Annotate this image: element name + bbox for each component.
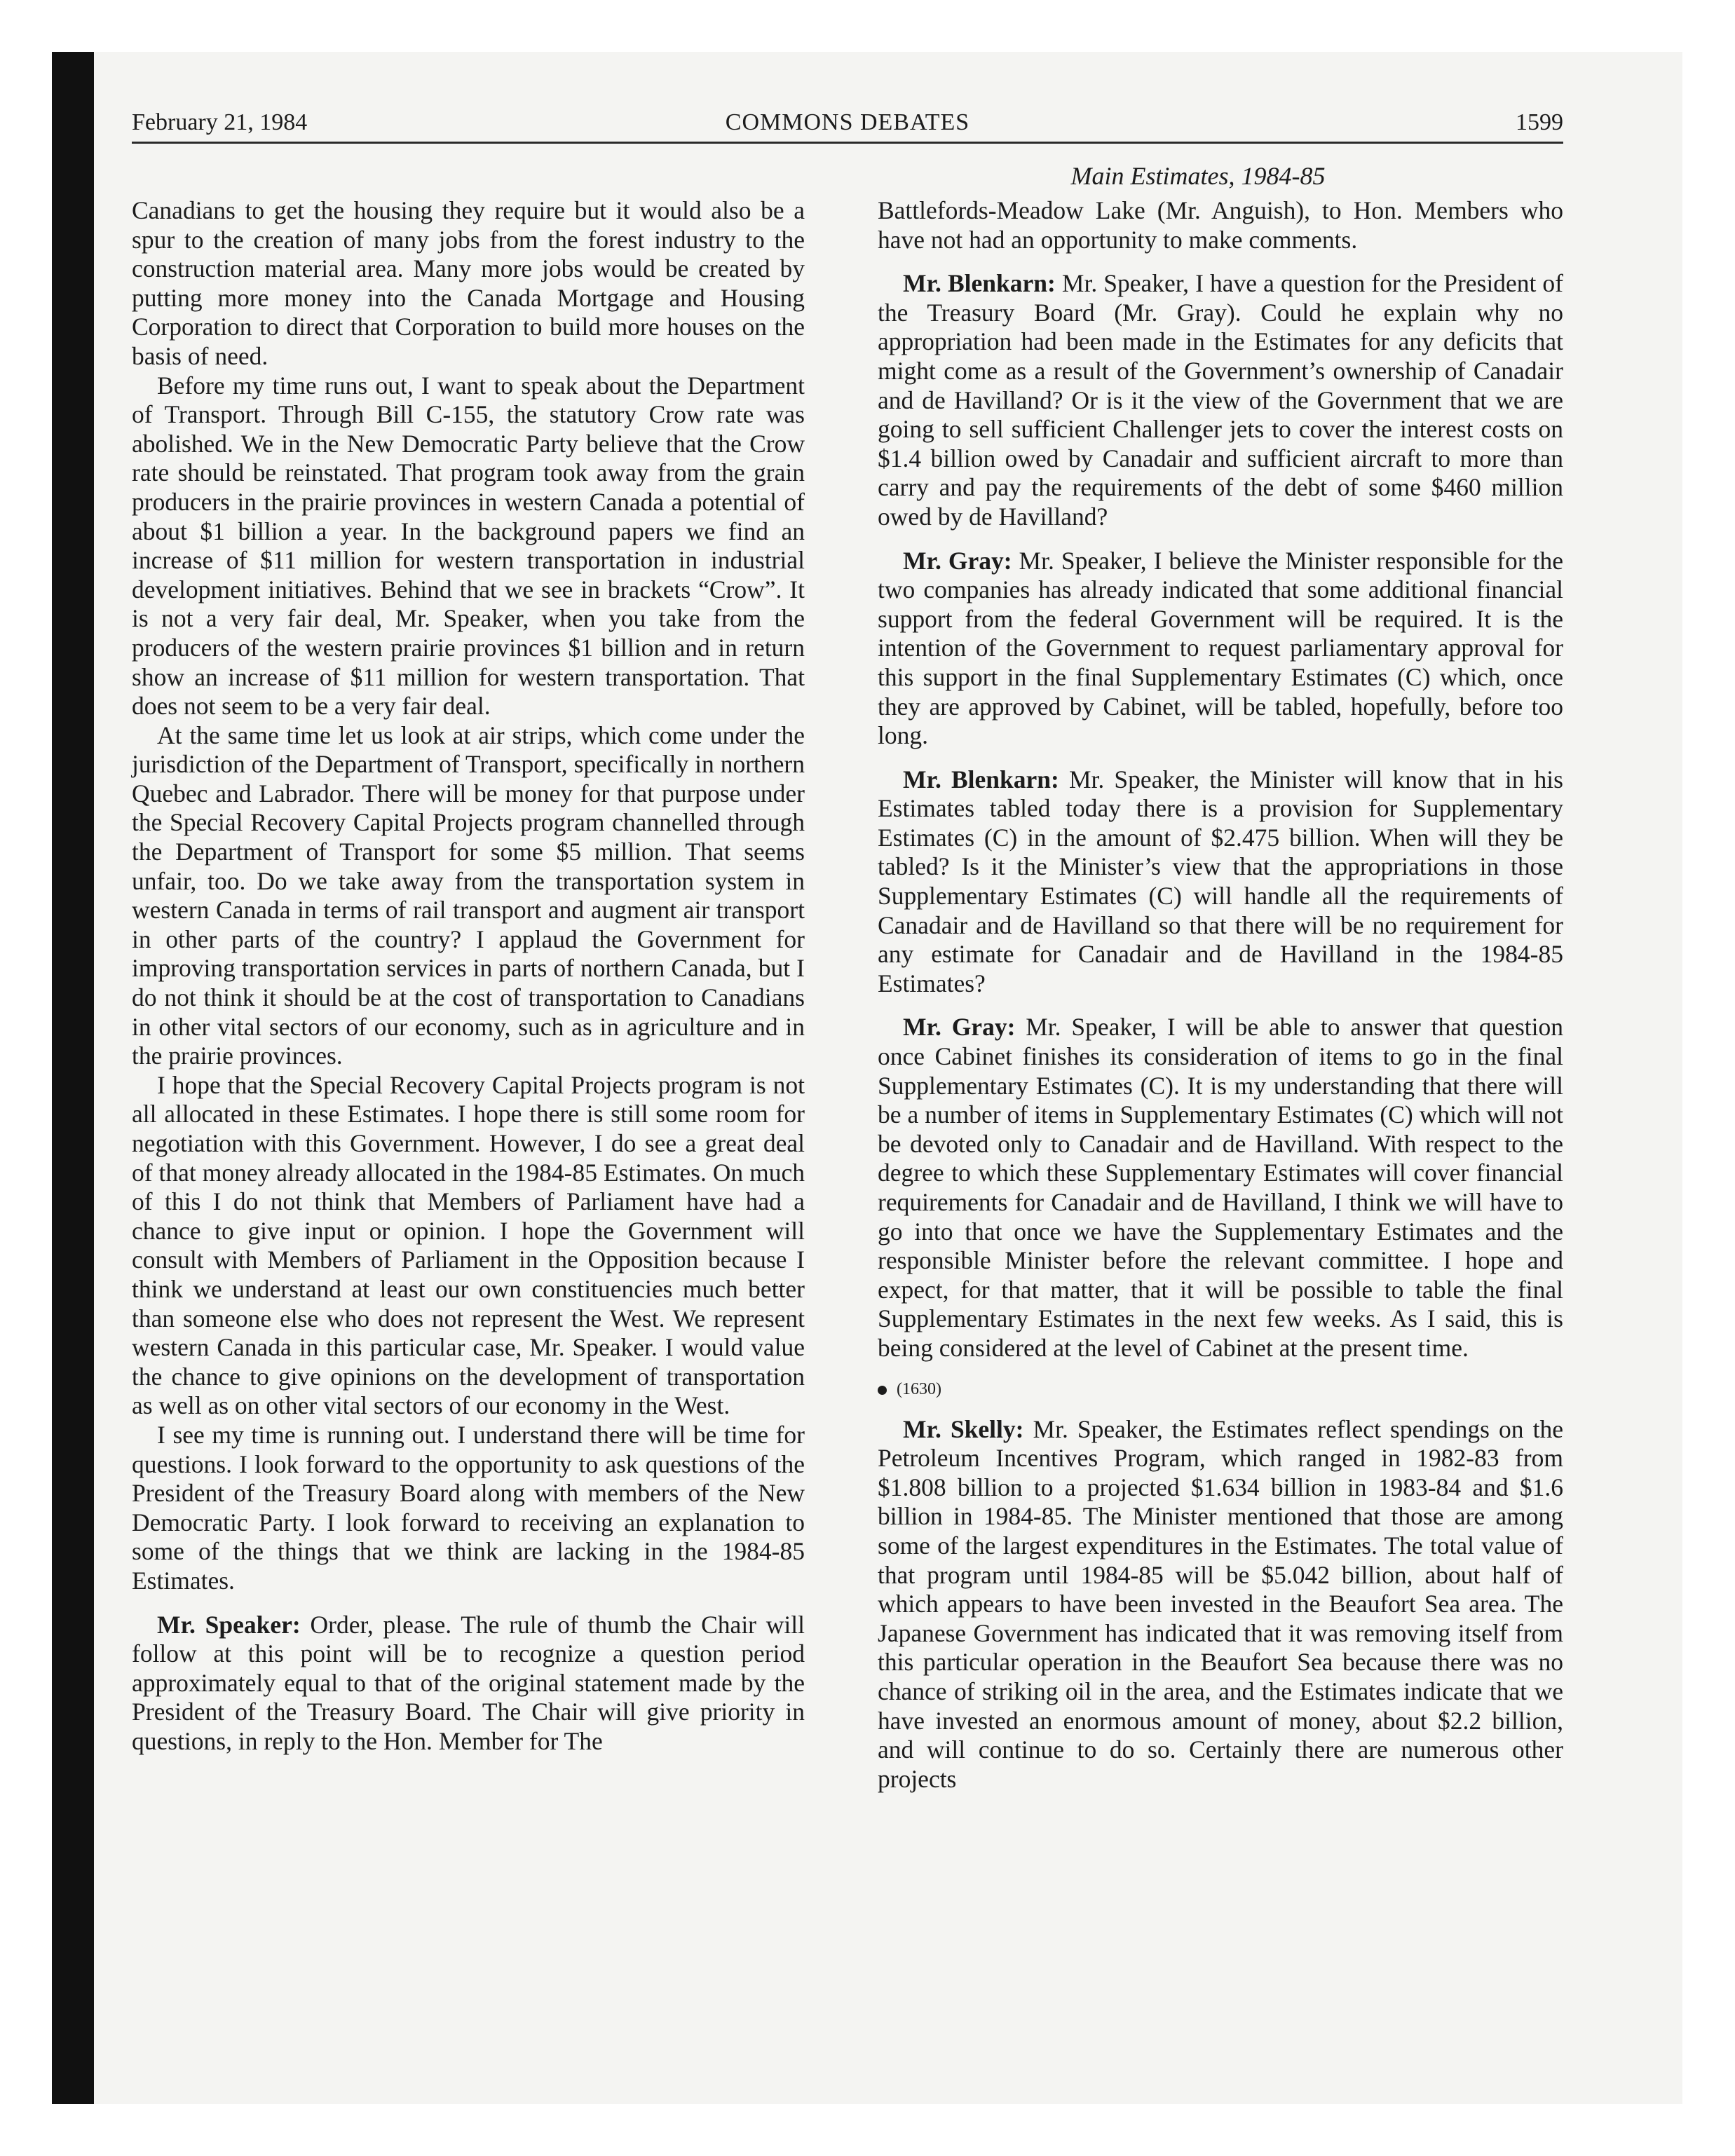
header-date: February 21, 1984	[132, 109, 308, 135]
page-number: 1599	[1516, 109, 1563, 135]
speech-text: Mr. Speaker, I have a question for the President of the Treasury Board (Mr. Gray). Could he explain why no appropriation had been made in the Estimates for any deficits that might come as a result of the Government’s ownership of Canadair and de Havilland? Or is it the view of the Government that we are going to sell sufficient Challenger jets to cover the interest costs on $1.4 billion owed by Canadair and sufficient aircraft to more than carry and pay the requirements of the debt of some $460 million owed by de Havilland?	[878, 269, 1563, 531]
speaker-name: Mr. Speaker:	[157, 1610, 301, 1639]
speech-text: Mr. Speaker, I believe the Minister responsible for the two companies has already indicated that some additional financial support from the federal Government will be required. It is the intention of the Government to request parliamentary approval for this support in the final Supplementary Estimates (C) which, once they are approved by Cabinet, will be tabled, hopefully, before too long.	[878, 546, 1563, 750]
bullet-icon	[878, 1386, 887, 1395]
paragraph: Before my time runs out, I want to speak about the Department of Transport. Through Bill C-155, the statutory Crow rate was abolished. We in the New Democratic Party believe that the Crow rate should be reinstated. That program took away from the grain producers in the prairie provinces in western Canada a potential of about $1 billion a year. In the background papers we find an increase of $11 million for western transportation in industrial development initiatives. Behind that we see in brackets “Crow”. It is not a very fair deal, Mr. Speaker, when you take from the producers of the western prairie provinces $1 billion and in return show an increase of $11 million for western transportation. That does not seem to be a very fair deal.	[132, 371, 805, 721]
time-marker	[878, 1379, 1563, 1400]
speaker-name: Mr. Skelly:	[903, 1414, 1024, 1443]
speech-paragraph	[878, 1013, 1563, 1363]
time-marker-text: (1630)	[897, 1379, 941, 1398]
speech-paragraph	[132, 1611, 805, 1756]
paragraph: I see my time is running out. I understand there will be time for questions. I look forward to the opportunity to ask questions of the President of the Treasury Board along with members of the New Democratic Party. I look forward to receiving an explanation to some of the things that we think are lacking in the 1984-85 Estimates.	[132, 1420, 805, 1595]
speech-paragraph	[878, 1415, 1563, 1794]
speech-text: Mr. Speaker, the Estimates reflect spendings on the Petroleum Incentives Program, which ranged in 1982-83 from $1.808 billion to a projected $1.634 billion in 1983-84 and $1.6 billion in 1984-85. The Minister mentioned that those are among some of the largest expenditures in the Estimates. The total value of that program until 1984-85 will be $5.042 billion, about half of which appears to have been invested in the Beaufort Sea area. The Japanese Government has indicated that it was removing itself from this particular operation in the Beaufort Sea because there was no chance of striking oil in the area, and the Estimates indicate that we have invested an enormous amount of money, about $2.2 billion, and will continue to do so. Certainly there are numerous other projects	[878, 1414, 1563, 1793]
speech-text: Mr. Speaker, I will be able to answer that question once Cabinet finishes its consideration of items to go in the final Supplementary Estimates (C). It is my understanding that there will be a number of items in Supplementary Estimates (C) which will not be devoted only to Canadair and de Havilland. With respect to the degree to which these Supplementary Estimates will cover financial requirements for Canadair and de Havilland, I think we will have to go into that once we have the Supplementary Estimates and the responsible Minister before the relevant committee. I hope and expect, for that matter, that it will be possible to table the final Supplementary Estimates in the next few weeks. As I said, this is being considered at the level of Cabinet at the present time.	[878, 1013, 1563, 1362]
speech-text: Order, please. The rule of thumb the Chair will follow at this point will be to recognize a question period approximately equal to that of the original statement made by the President of the Treasury Board. The Chair will give priority in questions, in reply to the Hon. Member for The	[132, 1610, 805, 1755]
binding-edge	[52, 52, 94, 2104]
speech-paragraph	[878, 547, 1563, 751]
speaker-name: Mr. Blenkarn:	[903, 269, 1056, 298]
speech-text: Mr. Speaker, the Minister will know that in his Estimates tabled today there is a provision for Supplementary Estimates (C) in the amount of $2.475 billion. When will they be tabled? Is it the Minister’s view that the appropriations in those Supplementary Estimates (C) will handle all the requirements of Canadair and de Havilland so that there will be no requirement for any estimate for Canadair and de Havilland in the 1984-85 Estimates?	[878, 765, 1563, 997]
right-column	[878, 196, 1563, 1794]
section-subheading: Main Estimates, 1984-85	[1070, 162, 1326, 190]
left-column	[132, 196, 805, 1756]
paragraph: At the same time let us look at air strips, which come under the jurisdiction of the Department of Transport, specifically in northern Quebec and Labrador. There will be money for that purpose under the Special Recovery Capital Projects program channelled through the Department of Transport for some $5 million. That seems unfair, too. Do we take away from the transportation system in western Canada in terms of rail transport and augment air transport in other parts of the country? I applaud the Government for improving transportation services in parts of northern Canada, but I do not think it should be at the cost of transportation to Canadians in other vital sectors of our economy, such as in agriculture and in the prairie provinces.	[132, 721, 805, 1070]
speaker-name: Mr. Gray:	[903, 546, 1012, 575]
speech-paragraph	[878, 269, 1563, 531]
speaker-name: Mr. Gray:	[903, 1013, 1016, 1042]
page-header	[132, 107, 1563, 144]
speaker-name: Mr. Blenkarn:	[903, 765, 1059, 793]
header-title: COMMONS DEBATES	[725, 109, 970, 135]
speech-paragraph	[878, 765, 1563, 999]
paragraph: I hope that the Special Recovery Capital Projects program is not all allocated in these Estimates. I hope there is still some room for negotiation with this Government. However, I do see a great deal of that money already allocated in the 1984-85 Estimates. On much of this I do not think that Members of Parliament have had a chance to give input or opinion. I hope the Government will consult with Members of Parliament in the Opposition because I think we understand at least our own constituencies much better than someone else who does not represent the West. We represent western Canada in this particular case, Mr. Speaker. I would value the chance to give opinions on the development of transportation as well as on other vital sectors of our economy in the West.	[132, 1070, 805, 1420]
paragraph: Battlefords-Meadow Lake (Mr. Anguish), to Hon. Members who have not had an opportunity to make comments.	[878, 196, 1563, 254]
paragraph: Canadians to get the housing they require but it would also be a spur to the creation of many jobs from the forest industry to the construction material area. Many more jobs would be created by putting more money into the Canada Mortgage and Housing Corporation to direct that Corporation to build more houses on the basis of need.	[132, 196, 805, 370]
